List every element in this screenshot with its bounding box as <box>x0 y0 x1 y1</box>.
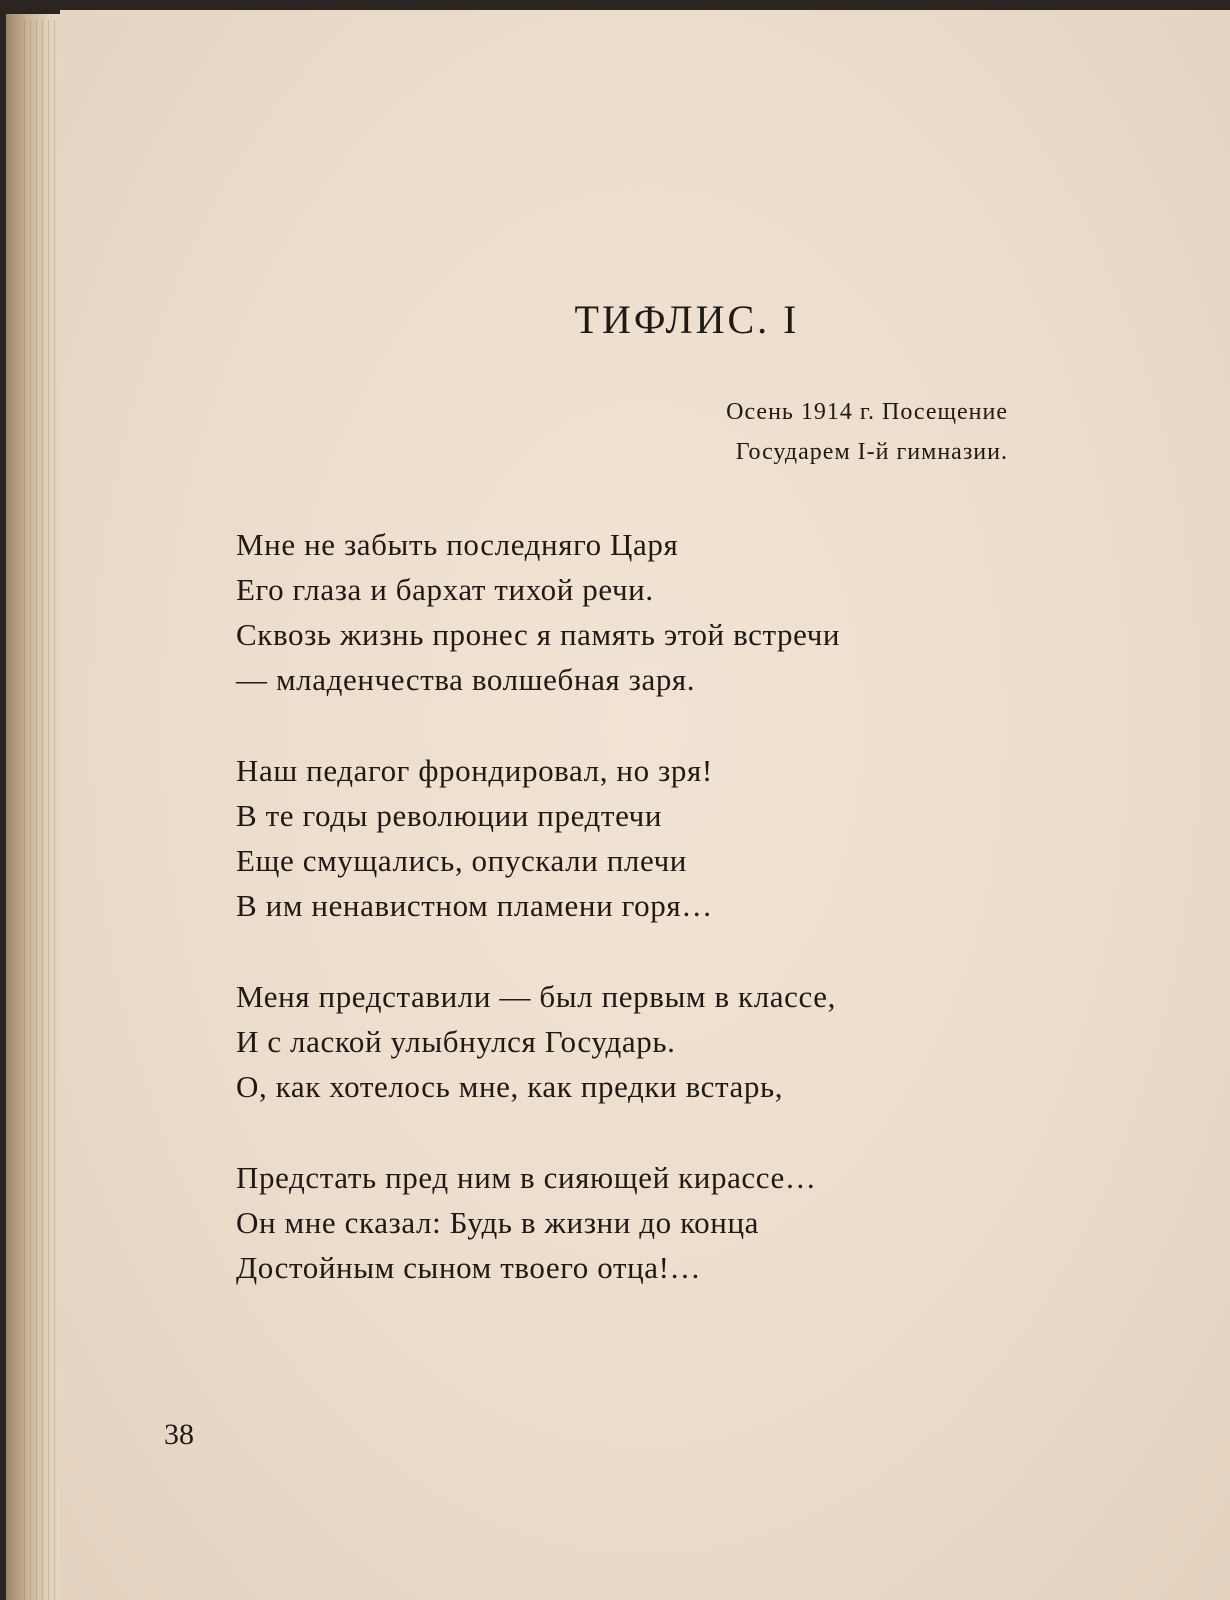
epigraph-line: Осень 1914 г. Посещение <box>726 399 1008 425</box>
poem-line: Он мне сказал: Будь в жизни до конца <box>236 1205 760 1240</box>
stanza-4 <box>236 1155 840 1290</box>
poem-line: Меня представили — был первым в классе, <box>236 979 836 1014</box>
poem-body <box>236 522 840 1336</box>
poem-line: Сквозь жизнь пронес я память этой встречи <box>236 617 841 652</box>
stanza-1 <box>236 522 840 702</box>
poem-line: Достойным сыном твоего отца!… <box>236 1250 702 1285</box>
poem-line: — младенчества волшебная заря. <box>236 662 696 697</box>
poem-title: ТИФЛИС. I <box>574 297 800 342</box>
poem-line: Предстать пред ним в сияющей кирассе… <box>236 1160 817 1195</box>
book-page <box>60 10 1230 1600</box>
poem-line: О, как хотелось мне, как предки встарь, <box>236 1069 784 1104</box>
page-number: 38 <box>164 1418 194 1451</box>
epigraph-line: Государем I-й гимназии. <box>735 439 1008 465</box>
poem-line: Его глаза и бархат тихой речи. <box>236 572 654 607</box>
stanza-2 <box>236 748 840 928</box>
poem-line: В те годы революции предтечи <box>236 798 663 833</box>
stanza-3 <box>236 974 840 1109</box>
poem-line: Наш педагог фрондировал, но зря! <box>236 753 713 788</box>
epigraph <box>726 392 1008 472</box>
poem-line: Мне не забыть последняго Царя <box>236 527 679 562</box>
poem-line: Еще смущались, опускали плечи <box>236 843 687 878</box>
page-edge-lines <box>24 20 60 1600</box>
poem-line: И с лаской улыбнулся Государь. <box>236 1024 676 1059</box>
poem-line: В им ненавистном пламени горя… <box>236 888 713 923</box>
